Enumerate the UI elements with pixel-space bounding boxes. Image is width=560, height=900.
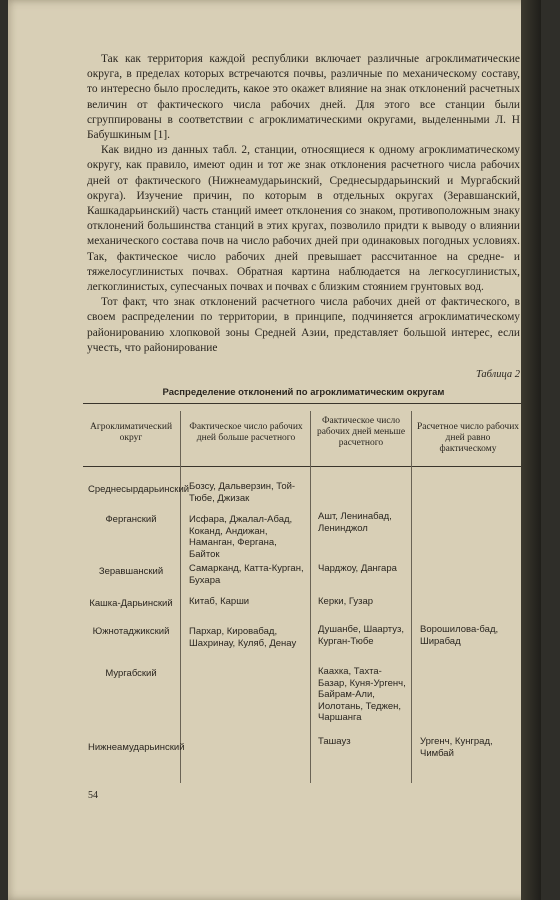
table-row-region: Ферганский: [105, 514, 157, 525]
table-row-equal: Ворошилова-бад, Ширабад: [420, 624, 499, 647]
table-row-region: Южнотаджикский: [92, 626, 170, 637]
table-title: Распределение отклонений по агроклиматическим округам: [162, 387, 445, 398]
table-row-less: Душанбе, Шаартуз, Курган-Тюбе: [318, 624, 404, 647]
table-row-region: Мургабский: [105, 668, 157, 679]
table-row-region: Среднесырдарьинский: [88, 484, 190, 495]
column-divider-3: [411, 411, 412, 783]
body-text: [87, 52, 520, 356]
table-row-equal: Ургенч, Кунград, Чимбай: [420, 736, 493, 759]
table-row-less: Чарджоу, Дангара: [318, 563, 397, 574]
table-row-less: Ташауз: [318, 736, 351, 747]
table-top-rule: [83, 403, 521, 404]
table-row-less: Каахка, Тахта-Базар, Куня-Ургенч, Байрам-Али, Иолотань, Теджен, Чаршанга: [318, 666, 406, 723]
table-caption: Таблица 2: [475, 369, 520, 380]
table-row-region: Зеравшанский: [98, 566, 164, 577]
column-divider-1: [180, 411, 181, 783]
table-row-region: Кашка-Дарьинский: [89, 598, 173, 609]
table-row-more: Пархар, Кировабад, Шахринау, Куляб, Денау: [189, 626, 297, 649]
header-less: Фактическое число рабочих дней меньше расчетного: [316, 416, 406, 448]
table-row-less: Керки, Гузар: [318, 596, 374, 607]
table-row-more: Бозсу, Дальверзин, Той-Тюбе, Джизак: [189, 481, 296, 504]
table-row-more: Исфара, Джалал-Абад, Коканд, Андижан, Наманган, Фергана, Байток: [189, 514, 293, 560]
table-header-rule: [83, 466, 521, 467]
paragraph-2: Как видно из данных табл. 2, станции, относящиеся к одному агроклиматическому округу, как правило, имеют один и тот же знак отклонения расчетного числа рабочих дней от фактического (Нижнеамударьинский, Среднесырдарьинский и Мургабский округа). Изучение причин, по которым в отдельных округах (Зеравшанский, Кашкадарьинский) часть станций имеет отклонения со знаком, противоположным знаку отклонений большинства станций в этих кругах, позволило придти к выводу о влиянии механического состава почв на число рабочих дней при одинаковых погодных условиях. Так, фактическое число рабочих дней превышает рассчитанное на средне- и тяжелосуглинистых почвах. Обратная картина наблюдается на легкосуглинистых, легкоглинистых, супесчаных почвах и почвах с близким стоянием грунтовых вод.: [87, 144, 520, 294]
header-region: Агроклиматический округ: [89, 422, 173, 443]
paragraph-3: Тот факт, что знак отклонений расчетного числа рабочих дней от фактического, в своем распределении по территории, в принципе, подчиняется агроклиматическому районированию хлопковой зоны Средней Азии, представляет большой интерес, если учесть, что районирование: [87, 296, 520, 354]
table-row-more: Китаб, Карши: [189, 596, 250, 607]
table-row-more: Самарканд, Катта-Курган, Бухара: [189, 563, 304, 586]
header-equal: Расчетное число рабочих дней равно фактическому: [416, 422, 520, 454]
column-divider-2: [310, 411, 311, 783]
page-number: 54: [88, 790, 98, 801]
table-row-region: Нижнеамударьинский: [88, 742, 185, 753]
paragraph-1: Так как территория каждой республики включает различные агроклиматические округа, в пределах которых встречаются почвы, различные по механическому составу, то интересно было проследить, какое это окажет влияние на знак отклонений расчетных величин от фактического числа рабочих дней. Для этого все станции были сгруппированы в соответствии с агроклиматическими округами, выделенными Л. Н Бабушкиным [1].: [87, 53, 520, 142]
header-more: Фактическое число рабочих дней больше расчетного: [189, 422, 303, 443]
table-row-less: Ашт, Ленинабад, Ленинджол: [318, 511, 392, 534]
page-edge-shadow: [521, 0, 541, 900]
